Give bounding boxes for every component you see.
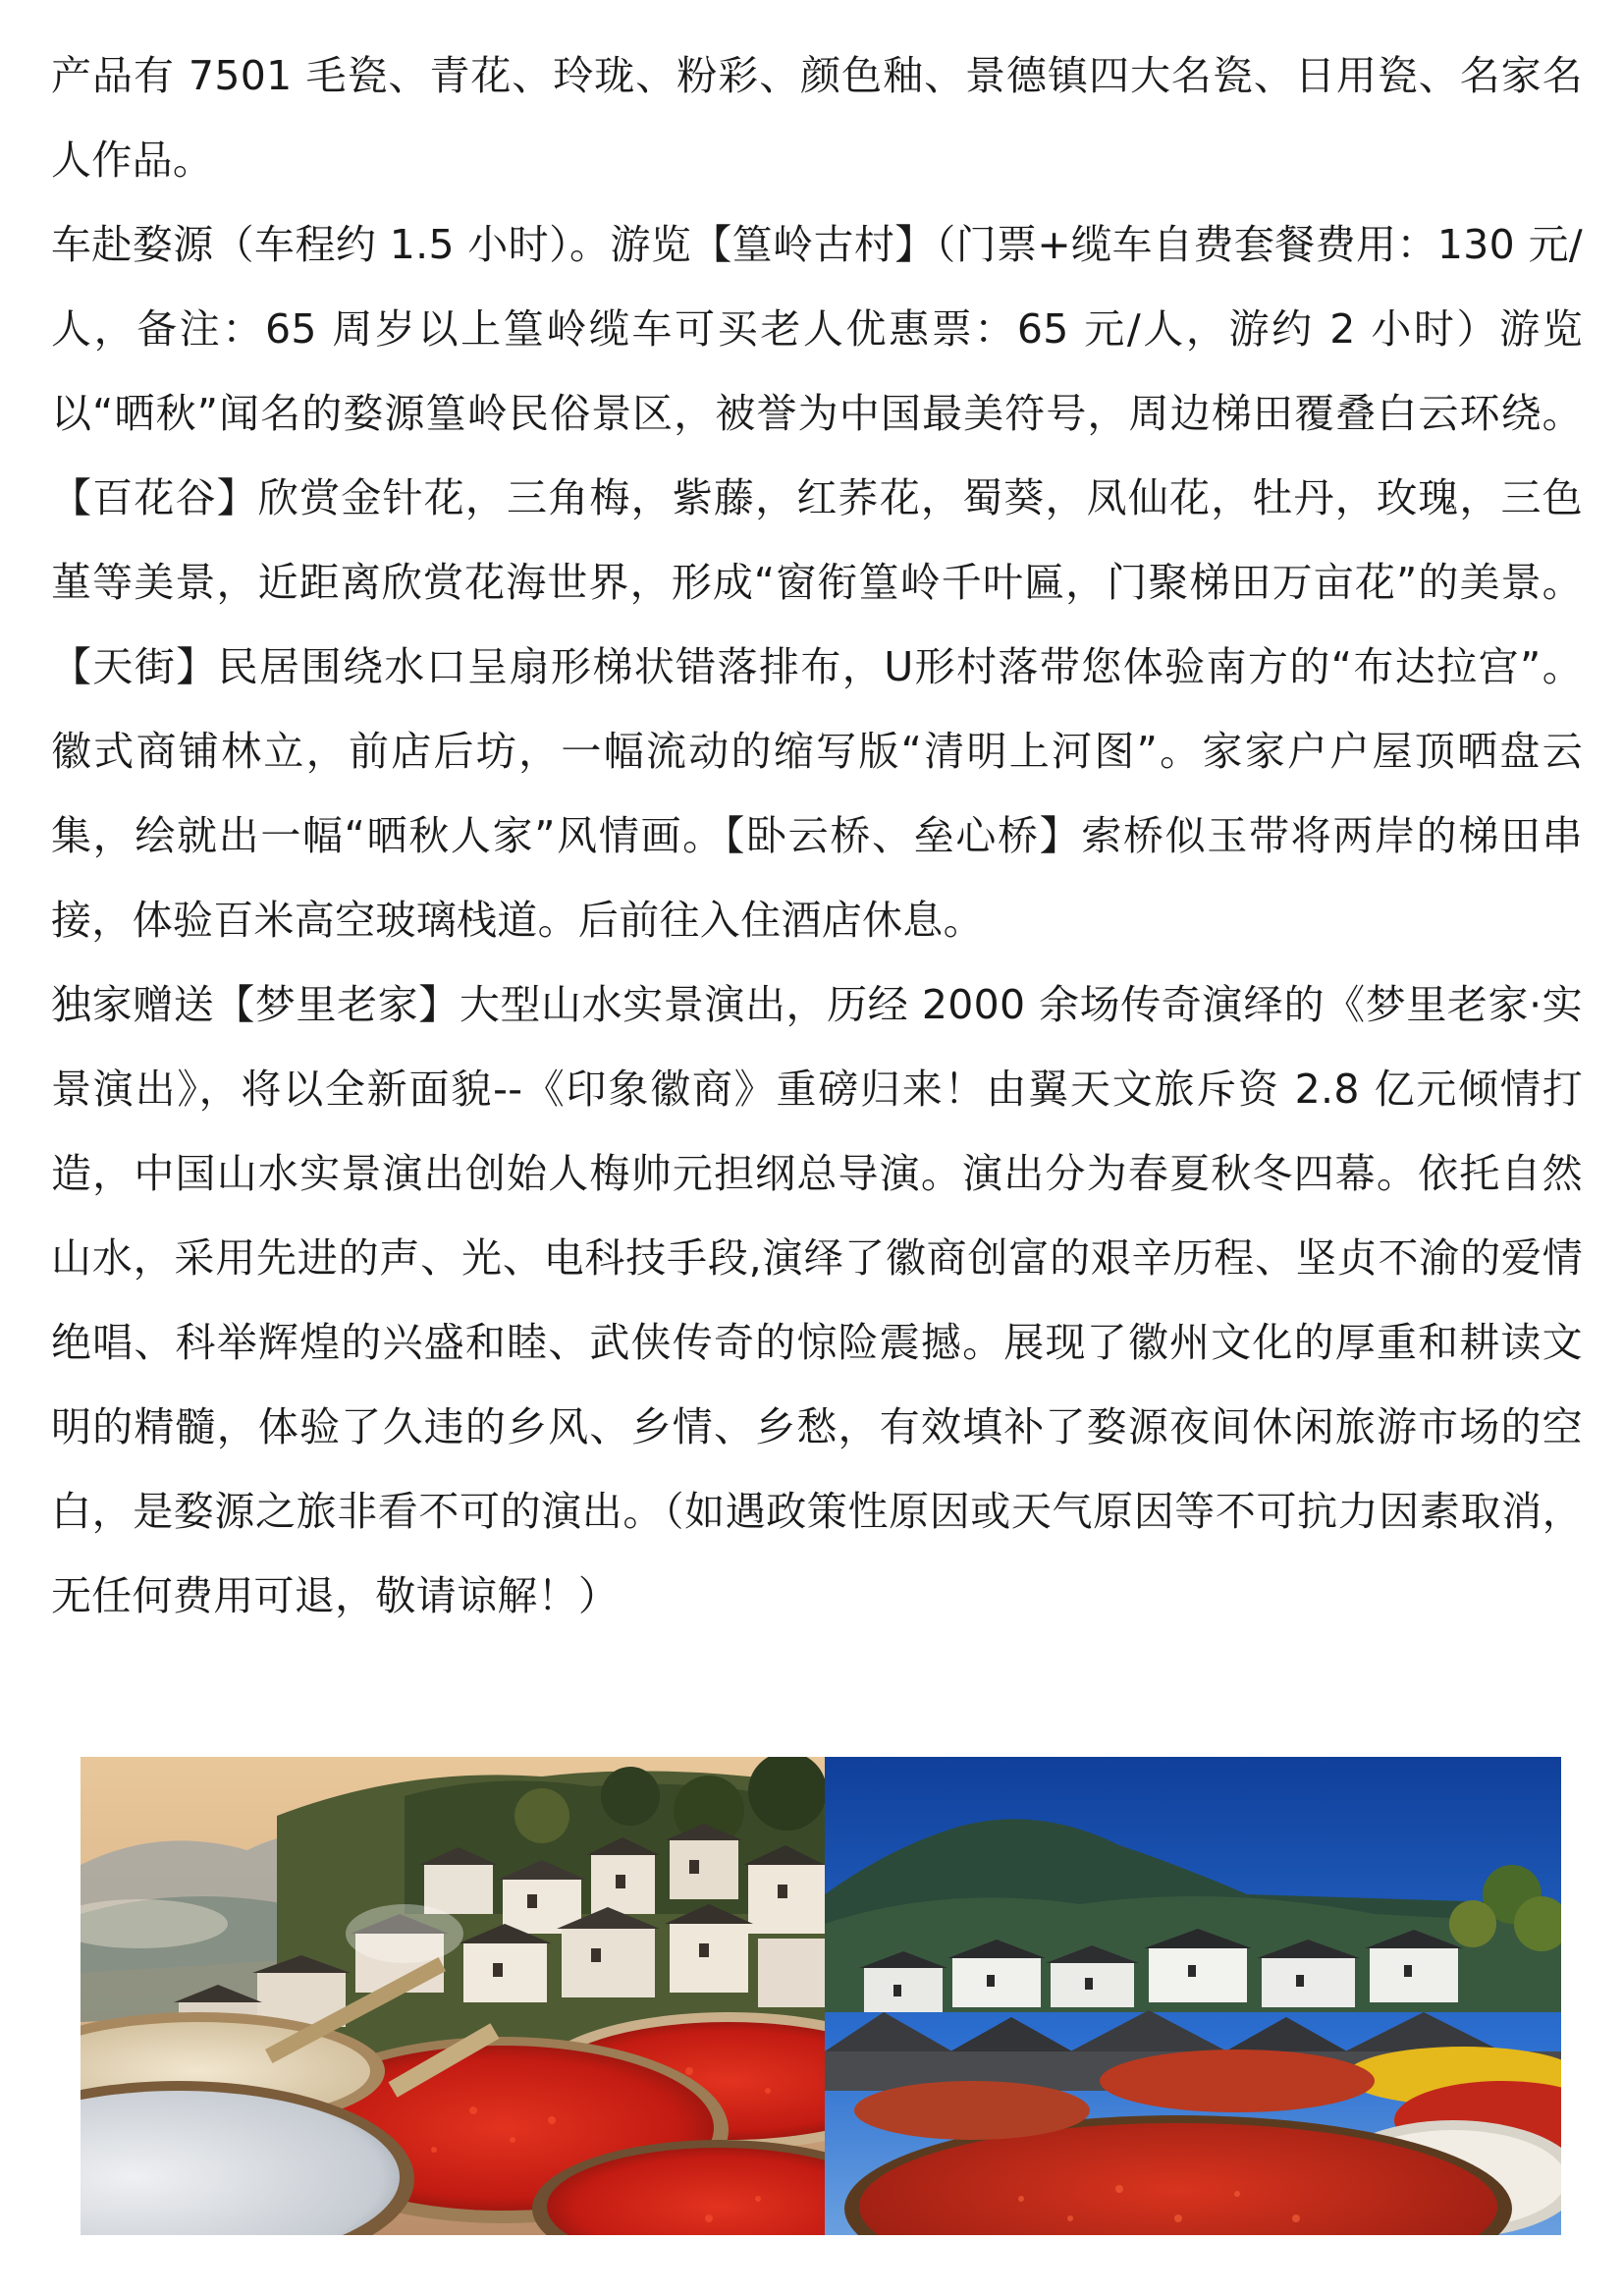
huangling-village-photo	[825, 1757, 1561, 2235]
huangling-drying-photo	[81, 1757, 825, 2235]
itinerary-text	[51, 33, 1583, 1638]
photo-row	[81, 1757, 1561, 2235]
paragraph-show: 独家赠送【梦里老家】大型山水实景演出，历经 2000 余场传奇演绎的《梦里老家·实景演出》，将以全新面貌--《印象徽商》重磅归来！由翼天文旅斥资 2.8 亿元倾情打造，中国山水实景演出创始人梅帅元担纲总导演。演出分为春夏秋冬四幕。依托自然山水，采用先进的声、光、电科技手段,演绎了徽商创富的艰辛历程、坚贞不渝的爱情绝唱、科举辉煌的兴盛和睦、武侠传奇的惊险震撼。展现了徽州文化的厚重和耕读文明的精髓，体验了久违的乡风、乡情、乡愁，有效填补了婺源夜间休闲旅游市场的空白，是婺源之旅非看不可的演出。（如遇政策性原因或天气原因等不可抗力因素取消，无任何费用可退，敬请谅解！）	[51, 981, 1583, 1619]
paragraph-huangling: 车赴婺源（车程约 1.5 小时）。游览【篁岭古村】（门票+缆车自费套餐费用：130 元/人，备注：65 周岁以上篁岭缆车可买老人优惠票：65 元/人，游约 2 小时）游览以“晒秋”闻名的婺源篁岭民俗景区，被誉为中国最美符号，周边梯田覆叠白云环绕。【百花谷】欣赏金针花，三角梅，紫藤，红荞花，蜀葵，凤仙花，牡丹，玫瑰，三色堇等美景，近距离欣赏花海世界，形成“窗衔篁岭千叶匾，门聚梯田万亩花”的美景。【天街】民居围绕水口呈扇形梯状错落排布，U形村落带您体验南方的“布达拉宫”。徽式商铺林立，前店后坊，一幅流动的缩写版“清明上河图”。家家户户屋顶晒盘云集，绘就出一幅“晒秋人家”风情画。【卧云桥、垒心桥】索桥似玉带将两岸的梯田串接，体验百米高空玻璃栈道。后前往入住酒店休息。	[51, 221, 1583, 944]
paragraph-porcelain: 产品有 7501 毛瓷、青花、玲珑、粉彩、颜色釉、景德镇四大名瓷、日用瓷、名家名人作品。	[51, 52, 1583, 184]
